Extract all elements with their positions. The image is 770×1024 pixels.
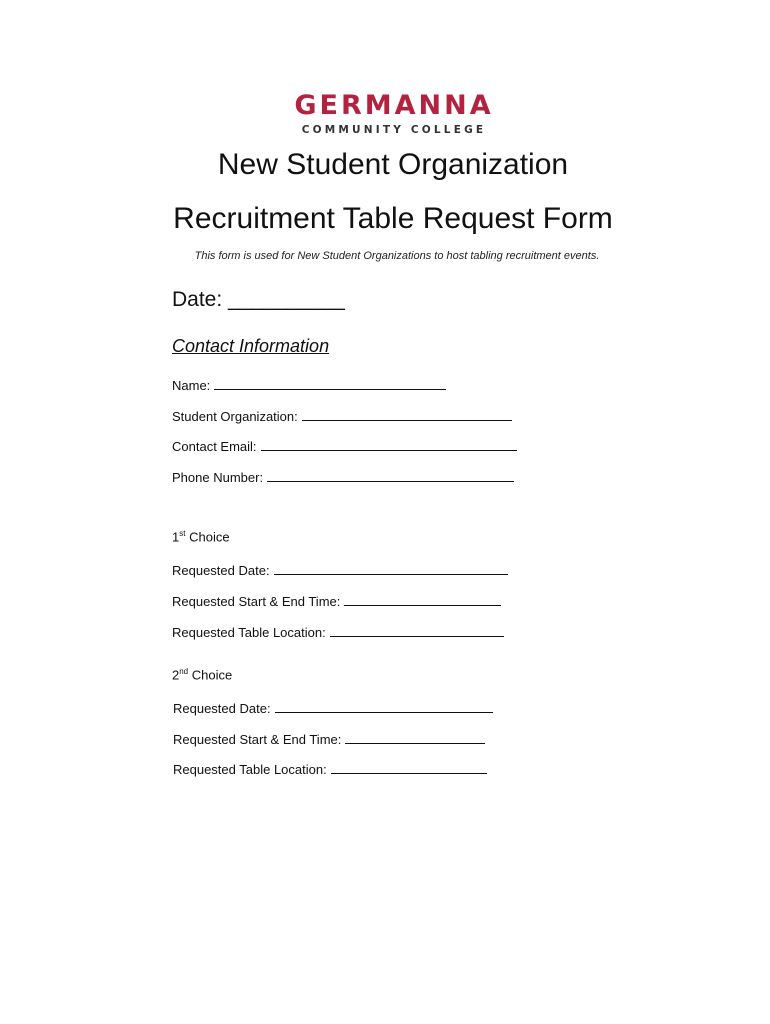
email-label: Contact Email: (172, 439, 257, 454)
choice1-date-input-line[interactable] (274, 560, 508, 575)
organization-field[interactable] (172, 406, 512, 424)
phone-field[interactable] (172, 467, 514, 485)
first-choice-heading (172, 529, 230, 544)
organization-input-line[interactable] (302, 406, 512, 421)
choice1-label: Choice (189, 529, 230, 545)
choice1-time-label: Requested Start & End Time: (172, 594, 341, 609)
choice2-date-input-line[interactable] (275, 698, 493, 713)
choice2-number: 2 (172, 667, 180, 683)
choice1-time-field[interactable] (172, 591, 501, 609)
choice1-suffix: st (179, 529, 186, 538)
date-field[interactable]: Date: __________ (172, 288, 345, 311)
name-label: Name: (172, 378, 211, 393)
choice1-location-label: Requested Table Location: (172, 625, 326, 640)
choice2-time-input-line[interactable] (345, 729, 485, 744)
choice2-time-field[interactable] (173, 729, 485, 747)
choice1-date-field[interactable] (172, 560, 508, 578)
choice1-location-input-line[interactable] (330, 622, 504, 637)
choice2-time-label: Requested Start & End Time: (173, 732, 342, 747)
choice2-suffix: nd (179, 667, 189, 676)
phone-input-line[interactable] (267, 467, 514, 482)
choice1-number: 1 (172, 529, 180, 545)
choice2-location-label: Requested Table Location: (173, 762, 327, 777)
choice2-location-field[interactable] (173, 759, 487, 777)
phone-label: Phone Number: (172, 470, 264, 485)
choice2-date-label: Requested Date: (173, 701, 271, 716)
email-field[interactable] (172, 436, 517, 454)
second-choice-heading (172, 667, 232, 682)
logo-subtitle: COMMUNITY COLLEGE (301, 124, 487, 136)
form-description: This form is used for New Student Organizations to host tabling recruitment events. (194, 250, 600, 262)
name-field[interactable] (172, 375, 446, 393)
page-title-line2: Recruitment Table Request Form (173, 202, 613, 235)
choice1-time-input-line[interactable] (344, 591, 501, 606)
choice2-label: Choice (191, 667, 233, 683)
choice1-location-field[interactable] (172, 622, 504, 640)
organization-label: Student Organization: (172, 409, 298, 424)
name-input-line[interactable] (214, 375, 446, 390)
choice1-date-label: Requested Date: (172, 563, 270, 578)
logo-wordmark: GERMANNA (294, 90, 494, 121)
college-logo (0, 92, 770, 137)
email-input-line[interactable] (261, 436, 517, 451)
page-title-line1: New Student Organization (217, 148, 569, 181)
choice2-date-field[interactable] (173, 698, 493, 716)
choice2-location-input-line[interactable] (331, 759, 487, 774)
contact-section-heading: Contact Information (172, 336, 330, 356)
